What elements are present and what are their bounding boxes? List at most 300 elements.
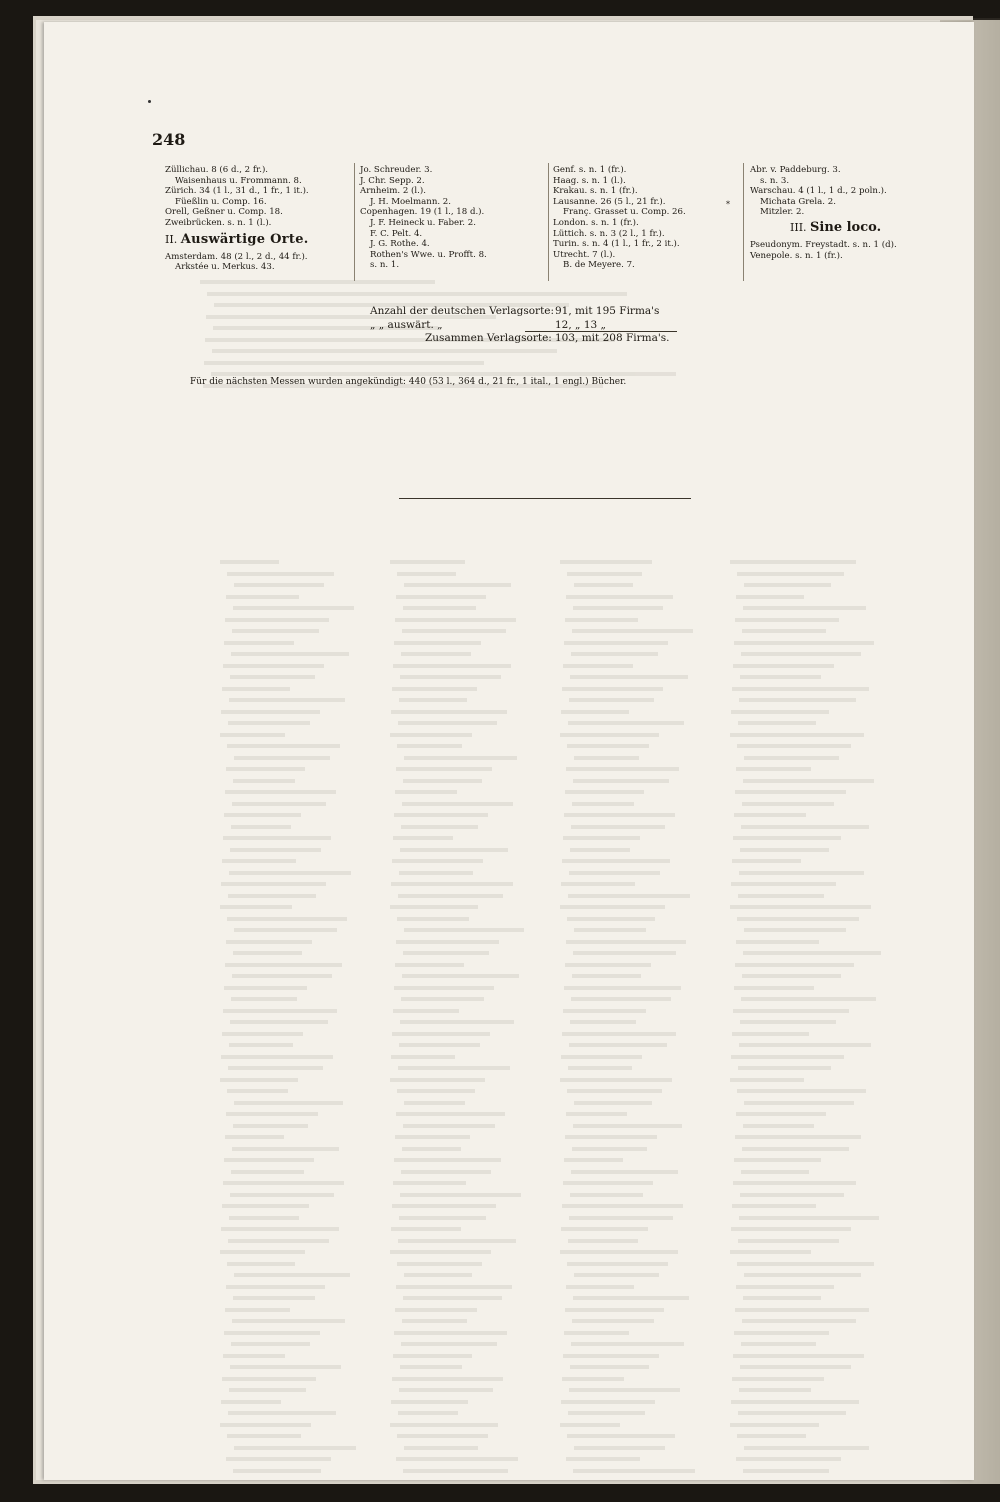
bleed-line	[392, 687, 477, 691]
bleed-line	[560, 1250, 678, 1254]
bleed-line	[221, 710, 320, 714]
tally-value: 12, „ 13 „	[555, 318, 606, 331]
bleed-line	[731, 882, 836, 886]
bleed-line	[222, 859, 296, 863]
entry-line: Franç. Grasset u. Comp. 26.	[563, 207, 686, 218]
bleed-line	[230, 675, 315, 679]
bleed-line	[234, 1446, 356, 1450]
bleed-line	[222, 1377, 316, 1381]
bleed-line	[568, 1066, 632, 1070]
column-2	[360, 165, 545, 271]
bleed-line	[403, 1124, 495, 1128]
asterisk-mark: *	[726, 200, 730, 209]
bleed-line	[741, 825, 869, 829]
bleed-line	[390, 733, 472, 737]
bleed-line	[225, 963, 342, 967]
bleed-line	[396, 1285, 512, 1289]
bleed-line	[738, 721, 816, 725]
bleed-line	[744, 756, 839, 760]
bleed-line	[739, 1388, 811, 1392]
bleed-line	[398, 1239, 516, 1243]
bleed-line	[234, 1101, 343, 1105]
bleed-line	[223, 1009, 337, 1013]
section-title: Auswärtige Orte.	[180, 231, 309, 247]
bleed-line	[569, 1388, 680, 1392]
bleed-line	[572, 1147, 647, 1151]
entry-line: Waisenhaus u. Frommann. 8.	[175, 175, 302, 186]
entry-line: J. Chr. Sepp. 2.	[360, 175, 425, 186]
bleed-line	[735, 963, 854, 967]
section-number: III.	[790, 220, 807, 234]
bleed-line	[574, 583, 633, 587]
bleed-line	[735, 1308, 869, 1312]
bleed-line	[400, 1193, 521, 1197]
bleed-line	[561, 882, 635, 886]
bleed-line	[228, 721, 310, 725]
bleed-line	[737, 917, 859, 921]
section-number: II.	[165, 232, 178, 246]
bleed-line	[396, 1112, 505, 1116]
entry-line: Lüttich. s. n. 3 (2 l., 1 fr.).	[553, 228, 665, 239]
bleed-line	[744, 1273, 861, 1277]
bleed-line	[566, 1112, 627, 1116]
bleed-line	[573, 1124, 682, 1128]
bleed-line	[390, 905, 478, 909]
bleed-line	[565, 618, 638, 622]
tally-label: Zusammen Verlagsorte:	[425, 332, 552, 344]
section-heading	[165, 232, 355, 248]
bleed-line	[232, 974, 332, 978]
bleed-line	[562, 1032, 676, 1036]
column-1	[165, 165, 355, 273]
bleed-line	[742, 1319, 856, 1323]
entry-line: Warschau. 4 (1 l., 1 d., 2 poln.).	[750, 186, 887, 197]
bleed-line	[228, 894, 316, 898]
bleed-line	[731, 1400, 859, 1404]
bleed-line	[564, 641, 668, 645]
bleed-line	[404, 1101, 465, 1105]
bleed-line	[574, 1273, 659, 1277]
bleed-line	[232, 1147, 339, 1151]
bleed-line	[733, 1354, 864, 1358]
bleed-line	[212, 349, 557, 353]
bleed-line	[730, 1250, 811, 1254]
bleed-line	[735, 618, 839, 622]
bleed-line	[393, 1009, 459, 1013]
bleed-line	[734, 813, 806, 817]
bleed-line	[394, 1158, 501, 1162]
bleed-line	[200, 280, 435, 284]
bleed-line	[228, 1239, 329, 1243]
bleed-line	[394, 986, 494, 990]
bleed-line	[744, 1446, 869, 1450]
bleed-line	[742, 974, 841, 978]
entry-line: Genf. s. n. 1 (fr.).	[553, 165, 627, 175]
bleed-line	[404, 583, 511, 587]
bleed-line	[741, 1342, 816, 1346]
bleed-line	[223, 664, 324, 668]
entry-line: B. de Meyere. 7.	[563, 260, 635, 271]
bleed-line	[226, 940, 312, 944]
bleed-line	[563, 1354, 659, 1358]
bleed-line	[569, 698, 654, 702]
bleed-line	[736, 767, 811, 771]
entry-line: J. F. Heineck u. Faber. 2.	[370, 217, 476, 228]
bleed-line	[225, 790, 336, 794]
bleed-line	[232, 802, 326, 806]
bleed-line	[392, 1032, 490, 1036]
bleed-line	[561, 1227, 648, 1231]
bleed-line	[571, 1170, 678, 1174]
bleed-line	[737, 1434, 806, 1438]
bleed-line	[231, 825, 291, 829]
bleed-line	[403, 1469, 508, 1473]
bleed-line	[391, 1227, 461, 1231]
bleed-line	[736, 595, 804, 599]
bleed-line	[733, 836, 841, 840]
bleed-line	[224, 813, 301, 817]
section-title: Sine loco.	[810, 219, 882, 235]
bleed-line	[567, 1262, 668, 1266]
bleed-line	[224, 1158, 314, 1162]
column-divider	[354, 163, 355, 281]
bleed-line	[571, 1342, 684, 1346]
bleed-line	[228, 1066, 323, 1070]
bleed-line	[572, 974, 641, 978]
bleed-line	[741, 997, 876, 1001]
bleed-line	[228, 1411, 336, 1415]
bleed-line	[573, 606, 663, 610]
entry-line: Füeßlin u. Comp. 16.	[175, 196, 267, 207]
bleed-line	[399, 1388, 493, 1392]
bleed-line	[744, 928, 846, 932]
bleed-line	[573, 1296, 689, 1300]
bleed-line	[222, 687, 290, 691]
bleed-line	[401, 1342, 497, 1346]
bleed-line	[739, 698, 856, 702]
bleed-line	[567, 917, 655, 921]
bleed-line	[733, 1009, 849, 1013]
bleed-line	[220, 905, 292, 909]
bleed-line	[401, 997, 484, 1001]
bleed-line	[562, 687, 663, 691]
bleed-line	[394, 813, 488, 817]
bleed-line	[736, 1112, 826, 1116]
bleed-line	[231, 1170, 304, 1174]
bleed-line	[574, 928, 646, 932]
bleed-line	[744, 583, 831, 587]
bleed-line	[230, 848, 321, 852]
bleed-line	[403, 951, 489, 955]
entry-line: F. C. Pelt. 4.	[370, 228, 423, 239]
entry-line: Pseudonym. Freystadt. s. n. 1 (d).	[750, 239, 897, 250]
bleed-line	[566, 595, 673, 599]
bleed-line	[734, 1331, 829, 1335]
bleed-line	[571, 997, 671, 1001]
column-divider	[548, 163, 549, 281]
bleed-line	[568, 1239, 638, 1243]
bleed-line	[572, 802, 634, 806]
bleed-line	[740, 848, 829, 852]
bleed-line	[224, 986, 307, 990]
bleed-line	[738, 894, 824, 898]
entry-line: Rothen's Wwe. u. Profft. 8.	[370, 249, 487, 260]
bleed-line	[204, 361, 484, 365]
column-4	[750, 165, 940, 261]
bleed-line	[734, 986, 814, 990]
bleed-line	[402, 1147, 461, 1151]
bleed-line	[393, 1181, 466, 1185]
bleed-line	[220, 733, 285, 737]
bleed-line	[739, 1216, 879, 1220]
bleed-line	[397, 1434, 488, 1438]
bleed-line	[234, 583, 324, 587]
bleed-line	[227, 1434, 301, 1438]
bleed-line	[736, 1457, 841, 1461]
bleed-line	[394, 1331, 507, 1335]
bleed-line	[562, 1377, 624, 1381]
bleed-line	[737, 744, 851, 748]
bleed-line	[207, 292, 627, 296]
bleed-line	[400, 848, 508, 852]
entry-line: Amsterdam. 48 (2 l., 2 d., 44 fr.).	[165, 251, 308, 262]
bleed-line	[220, 560, 279, 564]
scan-bottom-edge	[0, 1484, 1000, 1502]
bleed-line	[399, 1043, 480, 1047]
entry-line: Orell, Geßner u. Comp. 18.	[165, 207, 283, 218]
bleed-line	[570, 675, 688, 679]
section-divider	[399, 498, 691, 499]
bleed-line	[400, 675, 501, 679]
bleed-line	[233, 606, 354, 610]
page-speck	[148, 100, 151, 103]
bleed-line	[225, 1308, 290, 1312]
bleed-line	[730, 733, 864, 737]
bleed-line	[732, 1377, 824, 1381]
bleed-line	[400, 1020, 514, 1024]
bleed-line	[730, 905, 871, 909]
bleed-line	[734, 641, 874, 645]
entry-line: Zweibrücken. s. n. 1 (l.).	[165, 217, 272, 228]
bleed-line	[232, 1319, 345, 1323]
bleed-line	[395, 1135, 470, 1139]
bleed-line	[740, 675, 821, 679]
bleed-line	[233, 1469, 321, 1473]
bleed-line	[565, 1135, 657, 1139]
bleed-line	[395, 1308, 477, 1312]
bleed-line	[732, 1204, 816, 1208]
entry-line: Jo. Schreuder. 3.	[360, 165, 433, 175]
bleed-line	[397, 917, 469, 921]
bleed-line	[743, 606, 866, 610]
bleed-line	[398, 1066, 510, 1070]
bleed-line	[224, 1331, 320, 1335]
bleed-line	[740, 1365, 851, 1369]
tally-value: 103, mit 208 Firma's.	[555, 332, 670, 344]
bleed-line	[221, 882, 326, 886]
bleed-line	[567, 1434, 675, 1438]
bleed-line	[223, 836, 331, 840]
bleed-line	[234, 928, 337, 932]
bleed-line	[565, 963, 651, 967]
bleed-line	[730, 1423, 819, 1427]
bleed-line	[226, 767, 305, 771]
bleed-line	[732, 859, 801, 863]
bleed-line	[230, 1193, 334, 1197]
bleed-line	[233, 779, 295, 783]
bleed-line	[224, 641, 294, 645]
bleed-line	[741, 1170, 809, 1174]
bleed-line	[229, 1388, 306, 1392]
bleed-line	[391, 710, 507, 714]
bleed-line	[564, 1331, 629, 1335]
bleed-line	[229, 871, 351, 875]
bleed-line	[404, 756, 517, 760]
bleed-line	[220, 1423, 311, 1427]
bleed-line	[730, 560, 856, 564]
sum-rule	[525, 331, 677, 332]
bleed-line	[220, 1078, 298, 1082]
bleed-line	[402, 974, 519, 978]
bleed-line	[392, 1377, 503, 1381]
entry-line: Lausanne. 26 (5 l., 21 fr.).	[553, 196, 666, 207]
bleed-line	[390, 1250, 491, 1254]
bleed-line	[566, 1285, 634, 1289]
bleed-line	[570, 1020, 636, 1024]
bleed-line	[738, 1066, 831, 1070]
bleed-line	[568, 721, 684, 725]
bleed-line	[397, 1089, 475, 1093]
bleed-line	[221, 1400, 281, 1404]
bleed-line	[740, 1193, 844, 1197]
bleed-line	[226, 1112, 318, 1116]
bleed-line	[230, 1020, 328, 1024]
bleed-line	[560, 905, 665, 909]
bleed-line	[743, 1469, 829, 1473]
bleed-line	[404, 928, 524, 932]
tally-label: „ „ auswärt. „	[370, 318, 443, 331]
bleed-line	[732, 687, 869, 691]
bleed-line	[222, 1032, 303, 1036]
bleed-line	[234, 756, 330, 760]
bleed-line	[566, 767, 679, 771]
bleed-line	[401, 825, 478, 829]
bleed-line	[392, 1204, 496, 1208]
bleed-line	[396, 767, 492, 771]
bleed-line	[399, 1216, 486, 1220]
entry-line: Abr. v. Paddeburg. 3.	[750, 165, 841, 175]
bleed-line	[570, 1365, 649, 1369]
bleed-line	[734, 1158, 821, 1162]
bleed-line	[569, 871, 660, 875]
bleed-line	[227, 1089, 288, 1093]
bleed-line	[560, 733, 659, 737]
bleed-line	[731, 1055, 844, 1059]
bleed-line	[396, 595, 486, 599]
bleed-line	[569, 1216, 673, 1220]
bleed-line	[229, 698, 345, 702]
bleed-line	[398, 1411, 458, 1415]
entry-line: Utrecht. 7 (l.).	[553, 249, 616, 260]
bleed-line	[736, 940, 819, 944]
bleed-line	[564, 813, 675, 817]
entry-line: Zürich. 34 (1 l., 31 d., 1 fr., 1 it.).	[165, 186, 309, 197]
bleed-line	[571, 652, 658, 656]
bleed-line	[221, 1055, 333, 1059]
bleed-line	[402, 629, 506, 633]
bleed-line	[735, 1135, 861, 1139]
entry-line: Züllichau. 8 (6 d., 2 fr.).	[165, 165, 269, 175]
entry-line: Arkstée u. Merkus. 43.	[175, 262, 275, 273]
bleed-line	[739, 1043, 871, 1047]
bleed-line	[230, 1365, 341, 1369]
bleed-line	[395, 963, 464, 967]
bleed-line	[226, 1285, 325, 1289]
bleed-line	[730, 1078, 804, 1082]
bleed-line	[234, 1273, 350, 1277]
bleed-line	[563, 836, 640, 840]
bleed-line	[399, 871, 473, 875]
bleed-line	[395, 790, 457, 794]
entry-line: Haag. s. n. 1 (l.).	[553, 175, 626, 186]
bleed-line	[740, 1020, 836, 1024]
bleed-line	[394, 641, 481, 645]
bleed-line	[566, 1457, 640, 1461]
bleed-line	[221, 1227, 339, 1231]
bleed-line	[393, 1354, 472, 1358]
entry-line: Michata Grela. 2.	[760, 196, 836, 207]
bleed-line	[233, 951, 302, 955]
bleed-line	[232, 629, 319, 633]
entry-line: London. s. n. 1 (fr.).	[553, 217, 639, 228]
bleed-line	[397, 1262, 482, 1266]
tally-label: Anzahl der deutschen Verlagsorte:	[370, 305, 555, 317]
bleed-line	[227, 1262, 295, 1266]
bleed-line	[742, 1147, 849, 1151]
bleed-line	[402, 1319, 467, 1323]
bleed-line	[402, 802, 513, 806]
bleed-line	[560, 560, 652, 564]
bleed-line	[227, 917, 347, 921]
bleed-line	[570, 1193, 643, 1197]
bleed-line	[401, 1170, 491, 1174]
bleed-line	[390, 560, 465, 564]
bleed-line	[567, 1089, 662, 1093]
bleed-line	[563, 1009, 646, 1013]
entry-line: Mitzler. 2.	[760, 207, 805, 218]
bleed-line	[744, 1101, 854, 1105]
bleed-line	[564, 986, 681, 990]
bleed-line	[742, 629, 826, 633]
page-number: 248	[152, 130, 186, 149]
bleed-line	[225, 1135, 284, 1139]
bleed-line	[404, 1273, 472, 1277]
bleed-line	[561, 1400, 655, 1404]
bleed-line	[739, 871, 864, 875]
column-divider	[743, 163, 744, 281]
bleed-line	[561, 1055, 642, 1059]
bleed-line	[223, 1354, 285, 1358]
bleed-line	[400, 1365, 462, 1369]
bleed-line	[231, 997, 297, 1001]
bleed-line	[563, 1181, 653, 1185]
bleed-line	[229, 1216, 299, 1220]
bleed-line	[563, 664, 633, 668]
entry-line: Venepole. s. n. 1 (fr.).	[750, 250, 843, 261]
bleed-line	[743, 1296, 821, 1300]
bleed-line	[205, 338, 615, 342]
bleed-line	[569, 1043, 667, 1047]
